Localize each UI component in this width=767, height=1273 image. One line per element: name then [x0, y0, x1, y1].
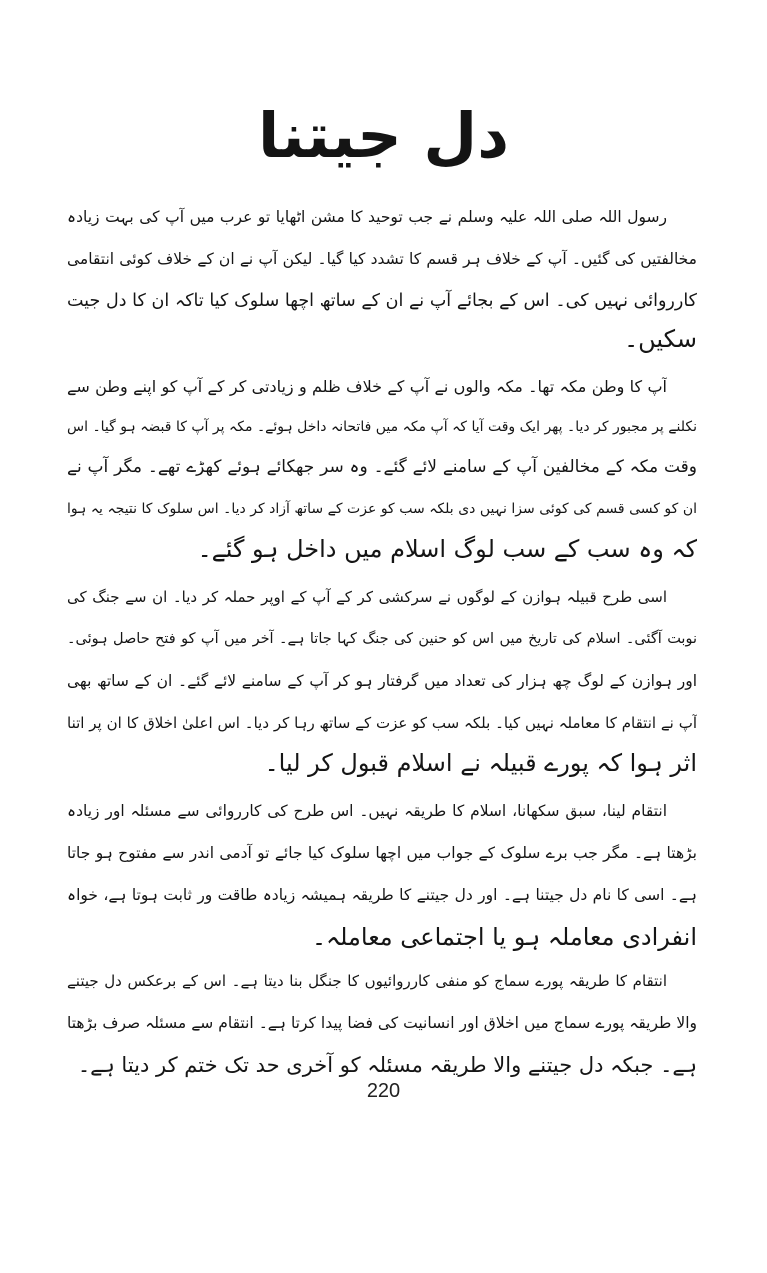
- paragraph-5-line-1: انتقام کا طریقہ پورے سماج کو منفی کارروائیوں کا جنگل بنا دیتا ہے۔ اس کے برعکس دل جیتنے: [67, 972, 667, 990]
- paragraph-3-line-3: اور ہوازن کے لوگ چھ ہزار کی تعداد میں گرفتار ہو کر آپ کے سامنے لائے گئے۔ ان کے ساتھ بھی: [67, 672, 697, 690]
- paragraph-3-line-1: اسی طرح قبیلہ ہوازن کے لوگوں نے سرکشی کر کے آپ کے اوپر حملہ کر دیا۔ ان سے جنگ کی: [67, 588, 667, 606]
- paragraph-3-line-4: آپ نے انتقام کا معاملہ نہیں کیا۔ بلکہ سب کو عزت کے ساتھ رہا کر دیا۔ اس اعلیٰ اخلاق کا ان پر اتنا: [67, 714, 697, 732]
- paragraph-1-line-3: کارروائی نہیں کی۔ اس کے بجائے آپ نے ان کے ساتھ اچھا سلوک کیا تاکہ ان کا دل جیت: [67, 291, 697, 311]
- paragraph-2-line-1: آپ کا وطن مکہ تھا۔ مکہ والوں نے آپ کے خلاف ظلم و زیادتی کر کے آپ کو اپنے وطن سے: [67, 377, 667, 396]
- paragraph-2-line-2: نکلنے پر مجبور کر دیا۔ پھر ایک وقت آیا کہ آپ مکہ میں فاتحانہ داخل ہوئے۔ مکہ پر آپ کا قبضہ ہو گیا۔ اس: [67, 419, 697, 435]
- paragraph-5-line-2: والا طریقہ پورے سماج میں اخلاق اور انسانیت کی فضا پیدا کرتا ہے۔ انتقام سے مسئلہ صرف بڑھتا: [67, 1014, 697, 1032]
- page-title: دل جیتنا: [257, 99, 510, 172]
- page-number: 220: [366, 1080, 401, 1102]
- paragraph-2-line-3: وقت مکہ کے مخالفین آپ کے سامنے لائے گئے۔ وہ سر جھکائے ہوئے کھڑے تھے۔ مگر آپ نے: [67, 457, 697, 477]
- paragraph-2-line-4: ان کو کسی قسم کی کوئی سزا نہیں دی بلکہ سب کو عزت کے ساتھ آزاد کر دیا۔ اس سلوک کا نتیجہ یہ ہوا: [67, 501, 697, 517]
- paragraph-2-line-5: کہ وہ سب کے سب لوگ اسلام میں داخل ہو گئے۔: [197, 535, 697, 563]
- paragraph-5-line-3: ہے۔ جبکہ دل جیتنے والا طریقہ مسئلہ کو آخری حد تک ختم کر دیتا ہے۔: [77, 1053, 697, 1077]
- paragraph-3-line-2: نوبت آگئی۔ اسلام کی تاریخ میں اس کو حنین کی جنگ کہا جاتا ہے۔ آخر میں آپ کو فتح حاصل ہوئی۔: [67, 631, 697, 647]
- paragraph-4-line-3: ہے۔ اسی کا نام دل جیتنا ہے۔ اور دل جیتنے کا طریقہ ہمیشہ زیادہ طاقت ور ثابت ہوتا ہے، خواہ: [67, 886, 697, 904]
- paragraph-4-line-1: انتقام لینا، سبق سکھانا، اسلام کا طریقہ نہیں۔ اس طرح کی کارروائی سے مسئلہ اور زیادہ: [67, 802, 667, 820]
- paragraph-1-line-4: سکیں۔: [624, 325, 697, 353]
- paragraph-4-line-2: بڑھتا ہے۔ مگر جب برے سلوک کے جواب میں اچھا سلوک کیا جائے تو آدمی اندر سے مفتوح ہو جاتا: [67, 844, 697, 862]
- paragraph-3-line-5: اثر ہوا کہ پورے قبیلہ نے اسلام قبول کر لیا۔: [264, 749, 697, 777]
- paragraph-1-line-1: رسول اللہ صلی اللہ علیہ وسلم نے جب توحید کا مشن اٹھایا تو عرب میں آپ کی بہت زیادہ: [67, 208, 667, 226]
- paragraph-4-line-4: انفرادی معاملہ ہو یا اجتماعی معاملہ۔: [311, 923, 697, 951]
- paragraph-1-line-2: مخالفتیں کی گئیں۔ آپ کے خلاف ہر قسم کا تشدد کیا گیا۔ لیکن آپ نے ان کے خلاف کوئی انتقامی: [67, 250, 697, 268]
